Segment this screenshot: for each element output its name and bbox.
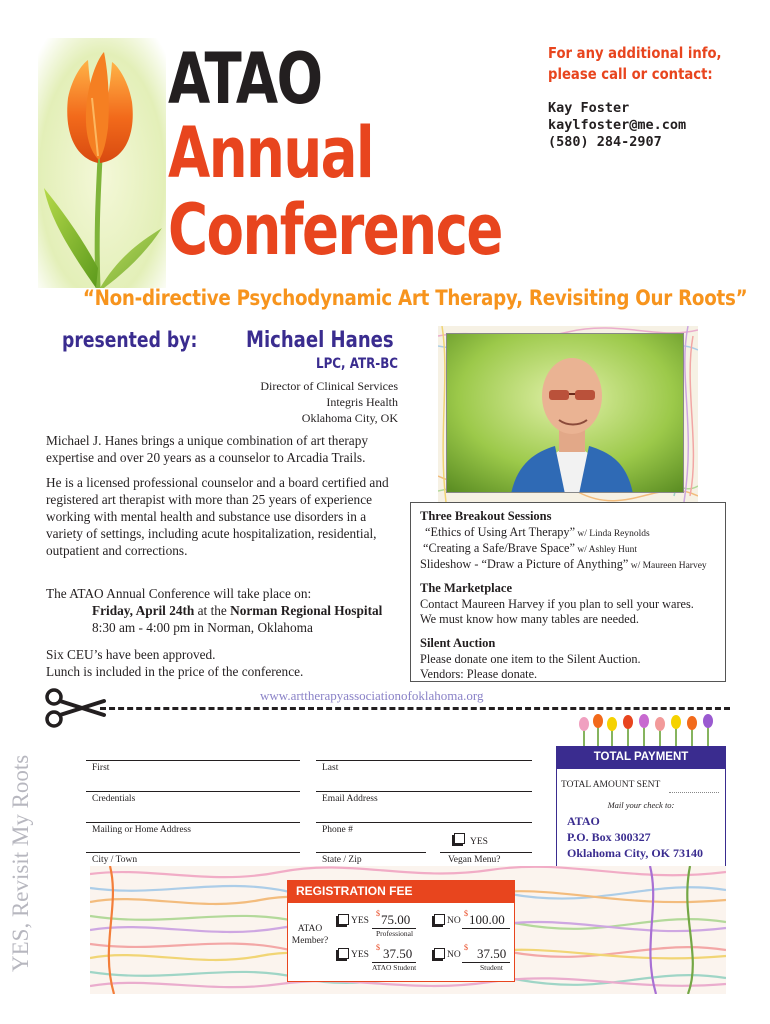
total-payment-box xyxy=(556,768,726,868)
vertical-slogan: YES, Revisit My Roots xyxy=(8,754,33,972)
student-no-label: NO xyxy=(447,950,461,960)
email-field[interactable] xyxy=(316,791,532,792)
auction-line2: Vendors: Please donate. xyxy=(420,667,538,681)
last-name-label: Last xyxy=(322,763,339,773)
event-lunch: Lunch is included in the price of the conference. xyxy=(46,664,304,679)
phone-field[interactable] xyxy=(316,822,532,823)
mailing-address-field[interactable] xyxy=(86,822,300,823)
phone-label: Phone # xyxy=(322,825,353,835)
session-1 xyxy=(425,525,650,542)
session-3-title: Slideshow - “Draw a Picture of Anything” xyxy=(420,557,629,571)
dollar-sign: $ xyxy=(376,943,380,952)
bio-p2-line3: working with mental health and substance use disorders in a xyxy=(46,509,367,524)
professional-nonmember-price: 100.00 xyxy=(469,912,505,927)
bio-p2-line2: registered art therapist with more than 25 years of experience xyxy=(46,492,373,507)
member-question xyxy=(288,923,332,947)
first-name-label: First xyxy=(92,763,110,773)
professional-member-yes-checkbox[interactable] xyxy=(338,914,349,925)
registration-fee-box xyxy=(287,902,515,982)
vegan-field-line xyxy=(440,852,532,853)
credentials-label: Credentials xyxy=(92,794,136,804)
student-yes-label: YES xyxy=(351,950,369,960)
payment-city: Oklahoma City, OK 73140 xyxy=(567,846,704,860)
total-amount-label: TOTAL AMOUNT SENT xyxy=(561,780,661,790)
session-2-title: “Creating a Safe/Brave Space” xyxy=(423,541,575,555)
session-2-presenter: w/ Ashley Hunt xyxy=(574,545,637,555)
total-payment-heading: TOTAL PAYMENT xyxy=(556,746,726,768)
event-intro: The ATAO Annual Conference will take place on: xyxy=(46,586,312,601)
state-zip-label: State / Zip xyxy=(322,855,362,865)
contact-phone: (580) 284-2907 xyxy=(548,134,662,150)
event-time: 8:30 am - 4:00 pm in Norman, Oklahoma xyxy=(92,620,313,635)
email-label: Email Address xyxy=(322,794,378,804)
professional-member-no-checkbox[interactable] xyxy=(434,914,445,925)
marketplace-heading: The Marketplace xyxy=(420,581,512,595)
presented-by-label: presented by: xyxy=(62,328,198,352)
contact-email[interactable]: kaylfoster@me.com xyxy=(548,117,687,133)
professional-yes-label: YES xyxy=(351,916,369,926)
dollar-sign: $ xyxy=(464,909,468,918)
info-box xyxy=(410,502,726,682)
mailing-address-label: Mailing or Home Address xyxy=(92,825,191,835)
marketplace-line1: Contact Maureen Harvey if you plan to sell your wares. xyxy=(420,597,694,611)
payment-org: ATAO xyxy=(567,814,600,828)
contact-heading-line2: please call or contact: xyxy=(548,65,713,83)
vegan-yes-checkbox[interactable] xyxy=(454,833,465,844)
professional-member-price: 75.00 xyxy=(381,912,411,927)
last-name-field[interactable] xyxy=(316,760,532,761)
speaker-location: Oklahoma City, OK xyxy=(301,411,398,425)
speaker-org: Integris Health xyxy=(326,395,398,409)
student-label: Student xyxy=(480,963,503,972)
dollar-sign: $ xyxy=(464,943,468,952)
event-date: Friday, April 24th xyxy=(92,603,195,618)
member-question-line1: ATAO xyxy=(297,924,323,934)
title-conference: Conference xyxy=(168,189,502,271)
speaker-title: Director of Clinical Services xyxy=(260,379,398,393)
registration-fee-heading: REGISTRATION FEE xyxy=(287,880,515,902)
first-name-field[interactable] xyxy=(86,760,300,761)
student-member-price: 37.50 xyxy=(383,946,413,961)
event-date-line xyxy=(92,602,382,619)
vegan-menu-label: Vegan Menu? xyxy=(448,855,501,865)
mail-check-label: Mail your check to: xyxy=(607,800,675,810)
credentials-field[interactable] xyxy=(86,791,300,792)
marketplace-line2: We must know how many tables are needed. xyxy=(420,612,639,626)
event-venue: Norman Regional Hospital xyxy=(230,603,383,618)
dollar-sign: $ xyxy=(376,909,380,918)
bio-p2-line5: outpatient and corrections. xyxy=(46,543,188,558)
price-underline xyxy=(462,928,510,929)
atao-student-label: ATAO Student xyxy=(372,963,417,972)
bio-p2-line4: variety of settings, including acute hospitalization, residential, xyxy=(46,526,377,541)
sessions-heading: Three Breakout Sessions xyxy=(420,509,552,523)
member-question-line2: Member? xyxy=(291,936,329,946)
scissors-icon xyxy=(44,688,106,728)
bio-p2-line1: He is a licensed professional counselor and a board certified and xyxy=(46,475,389,490)
vegan-yes-label: YES xyxy=(470,837,488,847)
session-2 xyxy=(423,541,637,558)
payment-pobox: P.O. Box 300327 xyxy=(567,830,651,844)
speaker-name: Michael Hanes xyxy=(246,328,394,353)
tulip-image xyxy=(38,38,166,288)
bio-p1-line2: expertise and over 20 years as a counselor to Arcadia Trails. xyxy=(46,450,366,465)
speaker-photo xyxy=(446,333,684,493)
contact-heading-line1: For any additional info, xyxy=(548,44,722,62)
city-field[interactable] xyxy=(86,852,300,853)
speaker-credentials: LPC, ATR-BC xyxy=(316,356,399,372)
student-nonmember-price: 37.50 xyxy=(477,946,507,961)
speaker-photo-frame xyxy=(438,326,698,502)
auction-line1: Please donate one item to the Silent Auction. xyxy=(420,652,641,666)
title-atao: ATAO xyxy=(168,38,322,120)
bio-p1-line1: Michael J. Hanes brings a unique combination of art therapy xyxy=(46,433,368,448)
session-3 xyxy=(420,557,707,574)
cut-line xyxy=(100,707,730,711)
city-label: City / Town xyxy=(92,855,138,865)
student-member-yes-checkbox[interactable] xyxy=(338,948,349,959)
professional-label: Professional xyxy=(376,929,414,938)
student-member-no-checkbox[interactable] xyxy=(434,948,445,959)
session-3-presenter: w/ Maureen Harvey xyxy=(628,561,707,571)
website-link[interactable]: www.arttherapyassociationofoklahoma.org xyxy=(260,688,484,703)
event-ceu: Six CEU’s have been approved. xyxy=(46,647,216,662)
total-amount-field[interactable] xyxy=(669,792,719,793)
conference-subtitle: “Non-directive Psychodynamic Art Therapy, Revisiting Our Roots” xyxy=(82,286,748,310)
auction-heading: Silent Auction xyxy=(420,636,496,650)
event-at: at the xyxy=(194,603,231,618)
title-annual: Annual xyxy=(168,112,374,194)
state-zip-field[interactable] xyxy=(316,852,426,853)
professional-no-label: NO xyxy=(447,916,461,926)
contact-name: Kay Foster xyxy=(548,100,630,116)
session-1-title: “Ethics of Using Art Therapy” xyxy=(425,525,576,539)
session-1-presenter: w/ Linda Reynolds xyxy=(575,529,650,539)
flowers-decoration xyxy=(576,714,726,746)
